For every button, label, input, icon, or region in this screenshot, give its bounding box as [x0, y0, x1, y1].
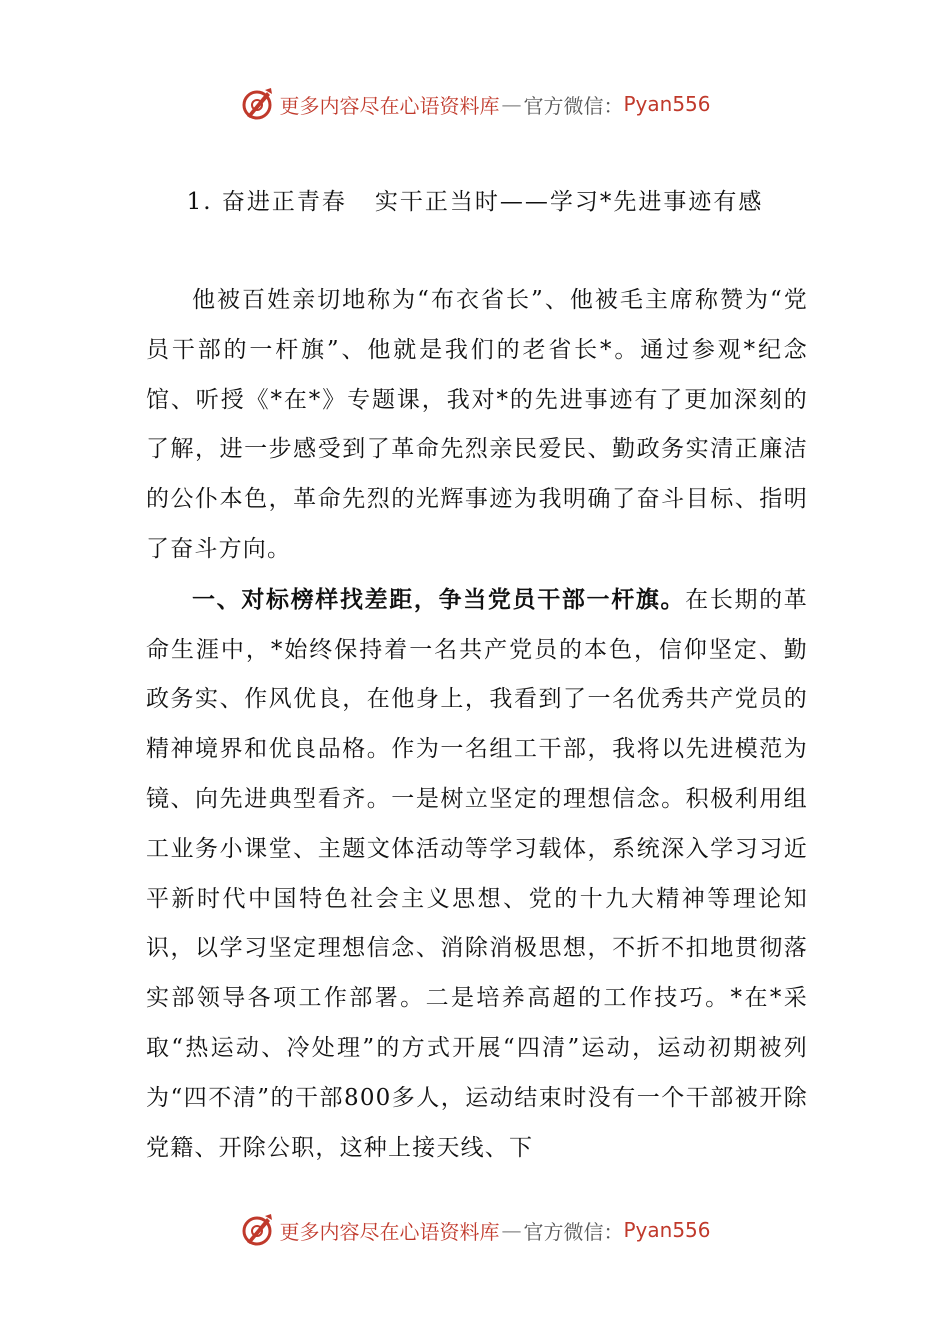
document-title: 1. 奋进正青春 实干正当时——学习*先进事迹有感: [186, 189, 764, 215]
watermark-dash: —: [501, 92, 522, 116]
paragraph-text: 他被百姓亲切地称为“布衣省长”、他被毛主席称赞为“党员干部的一杆旗”、他就是我们的老省长*。通过参观*纪念馆、听授《*在*》专题课，我对*的先进事迹有了更加深刻的了解，进一步感受到了革命先烈亲民爱民、勤政务实清正廉洁的公仆本色，革命先烈的光辉事迹为我明确了奋斗目标、指明了奋斗方向。: [146, 287, 808, 562]
document-body: [146, 275, 808, 1173]
watermark-dash: —: [501, 1218, 522, 1242]
watermark-wechat-id: Pyan556: [623, 1218, 711, 1242]
watermark-site-text: 更多内容尽在心语资料库: [279, 93, 500, 118]
paragraph-intro: [146, 275, 808, 575]
watermark-banner-bottom: [0, 1210, 950, 1250]
watermark-wechat-id: Pyan556: [623, 92, 711, 116]
paragraph-text: 在长期的革命生涯中，*始终保持着一名共产党员的本色，信仰坚定、勤政务实、作风优良，在他身上，我看到了一名优秀共产党员的精神境界和优良品格。作为一名组工干部，我将以先进模范为镜、向先进典型看齐。一是树立坚定的理想信念。积极利用组工业务小课堂、主题文体活动等学习载体，系统深入学习习近平新时代中国特色社会主义思想、党的十九大精神等理论知识，以学习坚定理想信念、消除消极思想，不折不扣地贯彻落实部领导各项工作部署。二是培养高超的工作技巧。*在*采取“热运动、冷处理”的方式开展“四清”运动，运动初期被列为“四不清”的干部800多人，运动结束时没有一个干部被开除党籍、开除公职，这种上接天线、下: [146, 586, 809, 1161]
watermark-label: 官方微信：: [523, 1219, 624, 1244]
pen-circle-logo-icon: [239, 1212, 275, 1248]
paragraph-lead: 一、对标榜样找差距，争当党员干部一杆旗。: [192, 585, 686, 613]
watermark-banner-top: [0, 84, 950, 124]
watermark-site-text: 更多内容尽在心语资料库: [279, 1219, 500, 1244]
watermark-label: 官方微信：: [523, 93, 624, 118]
paragraph-section-one: [146, 575, 808, 1174]
pen-circle-logo-icon: [239, 86, 275, 122]
